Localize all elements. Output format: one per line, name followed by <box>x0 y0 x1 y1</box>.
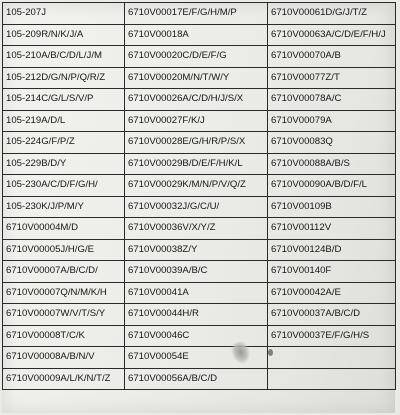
part-number-cell: 105-230A/C/D/F/G/H/ <box>3 175 125 197</box>
part-number-cell: 105-214C/G/L/S/V/P <box>3 89 125 111</box>
part-number-cell: 6710V00077Z/T <box>268 67 396 89</box>
part-number-cell: 6710V00027F/K/J <box>125 110 268 132</box>
parts-sheet <box>2 2 395 413</box>
part-number-cell: 6710V00028E/G/H/R/P/S/X <box>125 132 268 154</box>
part-number-cell: 6710V00032J/G/C/U/ <box>125 196 268 218</box>
table-row <box>3 175 396 197</box>
table-row <box>3 46 396 68</box>
table-row <box>3 196 396 218</box>
part-number-cell: 6710V00017E/F/G/H/M/P <box>125 3 268 25</box>
part-number-cell: 6710V00020M/N/T/W/Y <box>125 67 268 89</box>
table-row <box>3 89 396 111</box>
part-number-cell: 105-229B/D/Y <box>3 153 125 175</box>
part-number-cell: 105-210A/B/C/D/L/J/M <box>3 46 125 68</box>
table-row <box>3 325 396 347</box>
table-row <box>3 67 396 89</box>
part-number-cell: 6710V00037E/F/G/H/S <box>268 325 396 347</box>
part-number-cell <box>268 347 396 369</box>
part-number-cell: 6710V00056A/B/C/D <box>125 368 268 390</box>
part-number-cell: 6710V00041A <box>125 282 268 304</box>
part-number-cell: 6710V00112V <box>268 218 396 240</box>
table-row <box>3 239 396 261</box>
part-number-cell: 6710V00054E <box>125 347 268 369</box>
table-row <box>3 24 396 46</box>
part-number-cell: 6710V00004M/D <box>3 218 125 240</box>
paper-spot <box>268 349 273 356</box>
part-number-cell: 6710V00029K/M/N/P/V/Q/Z <box>125 175 268 197</box>
part-number-cell: 6710V00078A/C <box>268 89 396 111</box>
part-number-cell: 6710V00079A <box>268 110 396 132</box>
part-number-cell: 105-209R/N/K/J/A <box>3 24 125 46</box>
table-row <box>3 347 396 369</box>
part-number-table <box>2 2 396 390</box>
part-number-cell: 6710V00008A/B/N/V <box>3 347 125 369</box>
part-number-cell: 6710V00061D/G/J/T/Z <box>268 3 396 25</box>
part-number-cell: 6710V00036V/X/Y/Z <box>125 218 268 240</box>
part-number-cell: 6710V00018A <box>125 24 268 46</box>
part-number-cell: 6710V00007A/B/C/D/ <box>3 261 125 283</box>
table-row <box>3 282 396 304</box>
table-row <box>3 110 396 132</box>
part-number-cell: 6710V00124B/D <box>268 239 396 261</box>
part-number-cell: 6710V00020C/D/E/F/G <box>125 46 268 68</box>
part-number-cell: 6710V00090A/B/D/F/L <box>268 175 396 197</box>
table-row <box>3 153 396 175</box>
part-number-cell: 6710V00007Q/N/M/K/H <box>3 282 125 304</box>
part-number-cell: 105-212D/G/N/P/Q/R/Z <box>3 67 125 89</box>
part-number-cell: 6710V00088A/B/S <box>268 153 396 175</box>
part-number-cell: 6710V00083Q <box>268 132 396 154</box>
part-number-cell: 6710V00008T/C/K <box>3 325 125 347</box>
part-number-cell <box>268 368 396 390</box>
table-row <box>3 261 396 283</box>
part-number-cell: 6710V00044H/R <box>125 304 268 326</box>
part-number-table-body <box>3 3 396 390</box>
part-number-cell: 6710V00007W/V/T/S/Y <box>3 304 125 326</box>
part-number-cell: 105-230K/J/P/M/Y <box>3 196 125 218</box>
part-number-cell: 6710V00109B <box>268 196 396 218</box>
table-row <box>3 218 396 240</box>
table-row <box>3 304 396 326</box>
part-number-cell: 6710V00140F <box>268 261 396 283</box>
part-number-cell: 6710V00042A/E <box>268 282 396 304</box>
part-number-cell: 6710V00005J/H/G/E <box>3 239 125 261</box>
part-number-cell: 6710V00029B/D/E/F/H/K/L <box>125 153 268 175</box>
table-row <box>3 368 396 390</box>
part-number-cell: 6710V00037A/B/C/D <box>268 304 396 326</box>
part-number-cell: 6710V00046C <box>125 325 268 347</box>
table-row <box>3 132 396 154</box>
part-number-cell: 105-219A/D/L <box>3 110 125 132</box>
part-number-cell: 6710V00039A/B/C <box>125 261 268 283</box>
part-number-cell: 6710V00038Z/Y <box>125 239 268 261</box>
part-number-cell: 6710V00026A/C/D/H/J/S/X <box>125 89 268 111</box>
part-number-cell: 6710V00063A/C/D/E/F/H/J <box>268 24 396 46</box>
part-number-cell: 105-224G/F/P/Z <box>3 132 125 154</box>
part-number-cell: 6710V00009A/L/K/N/T/Z <box>3 368 125 390</box>
part-number-cell: 105-207J <box>3 3 125 25</box>
table-row <box>3 3 396 25</box>
part-number-cell: 6710V00070A/B <box>268 46 396 68</box>
